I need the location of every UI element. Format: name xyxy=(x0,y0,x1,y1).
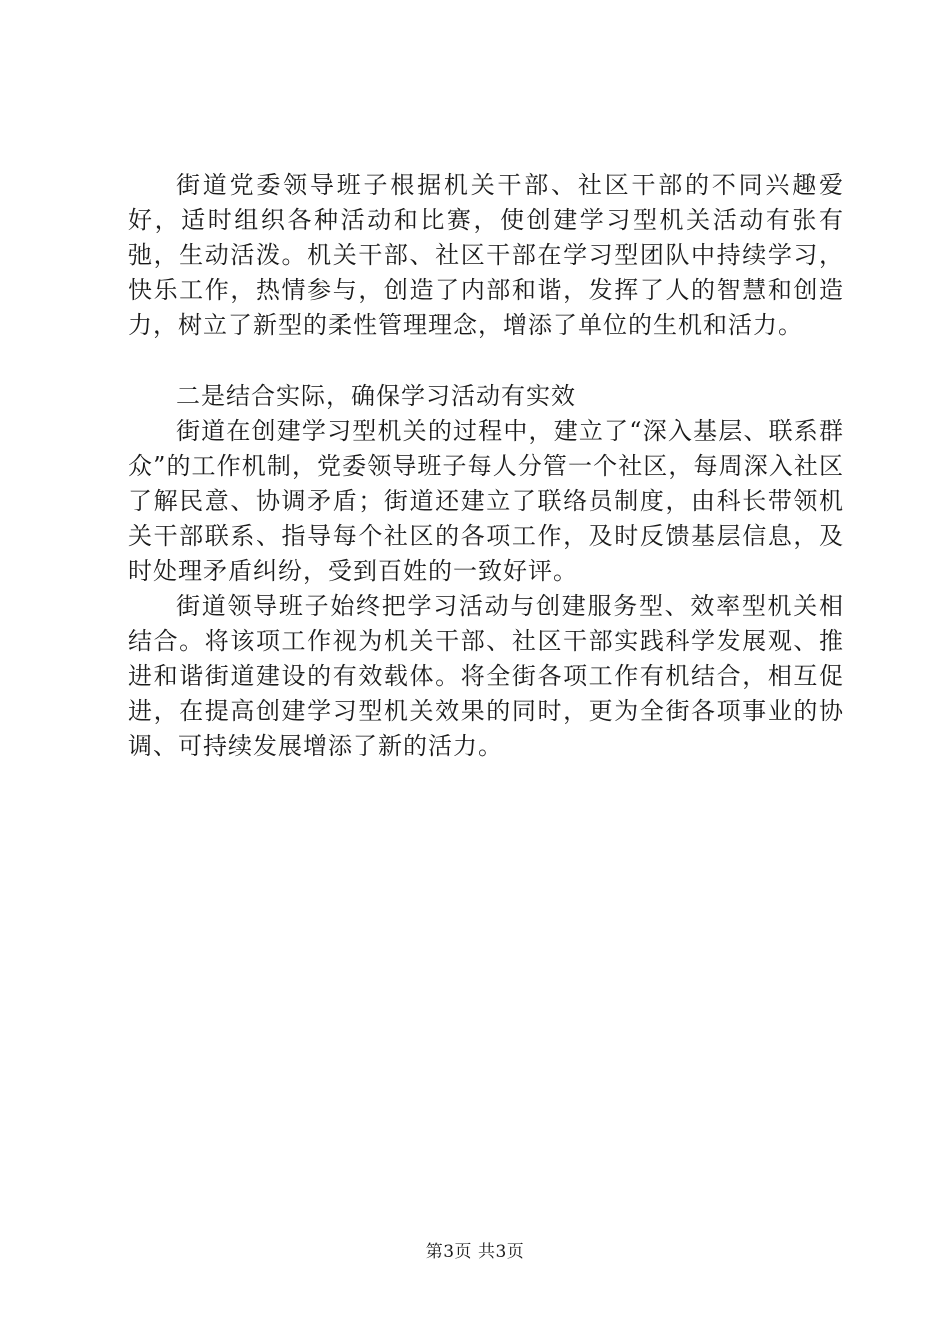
paragraph-integration: 街道领导班子始终把学习活动与创建服务型、效率型机关相结合。将该项工作视为机关干部、社区干部实践科学发展观、推进和谐街道建设的有效载体。将全街各项工作有机结合，相互促进，在提高创建学习型机关效果的同时，更为全街各项事业的协调、可持续发展增添了新的活力。 xyxy=(128,592,844,760)
page-number-footer: 第3页 共3页 xyxy=(425,1242,525,1262)
paragraph-activities: 街道党委领导班子根据机关干部、社区干部的不同兴趣爱好，适时组织各种活动和比赛，使创建学习型机关活动有张有弛，生动活泼。机关干部、社区干部在学习型团队中持续学习，快乐工作，热情参与，创造了内部和谐，发挥了人的智慧和创造力，树立了新型的柔性管理理念，增添了单位的生机和活力。 xyxy=(128,171,844,339)
paragraph-mechanism: 街道在创建学习型机关的过程中，建立了“深入基层、联系群众”的工作机制，党委领导班子每人分管一个社区，每周深入社区了解民意、协调矛盾；街道还建立了联络员制度，由科长带领机关干部联系、指导每个社区的各项工作，及时反馈基层信息，及时处理矛盾纠纷，受到百姓的一致好评。 xyxy=(128,417,844,585)
section-heading: 二是结合实际，确保学习活动有实效 xyxy=(176,382,576,410)
paragraph-spacer xyxy=(128,343,844,379)
document-body xyxy=(128,168,844,764)
